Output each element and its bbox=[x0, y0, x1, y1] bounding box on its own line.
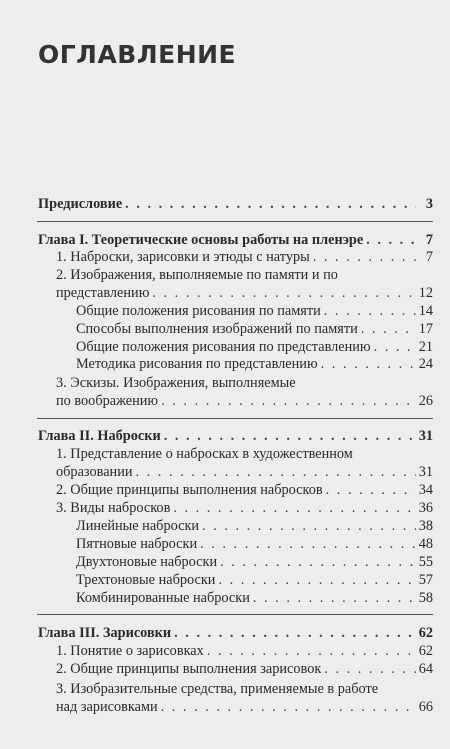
toc-entry-page: 55 bbox=[418, 554, 433, 570]
toc-entry-title-cont: представлению bbox=[56, 285, 150, 301]
divider bbox=[37, 614, 433, 615]
toc-entry-title: 2. Общие принципы выполнения зарисовок bbox=[56, 661, 322, 677]
toc-entry-title: 2. Общие принципы выполнения набросков bbox=[56, 482, 323, 498]
toc-entry-page: 36 bbox=[418, 500, 433, 516]
toc-entry-page: 66 bbox=[418, 699, 433, 715]
toc-entry-title: Предисловие bbox=[38, 196, 123, 212]
toc-entry-title: 1. Наброски, зарисовки и этюды с натуры bbox=[56, 249, 310, 265]
toc-entry-title: 3. Эскизы. Изображения, выполняемые bbox=[56, 375, 296, 391]
toc-entry-page: 7 bbox=[425, 249, 433, 265]
toc-entry-page: 58 bbox=[418, 590, 433, 606]
toc-entry-title: Общие положения рисования по представлению bbox=[76, 339, 371, 355]
divider bbox=[37, 221, 433, 222]
toc-entry-page: 3 bbox=[425, 196, 433, 212]
toc-entry-title: Глава II. Наброски bbox=[38, 428, 161, 444]
toc-entry-title: 1. Представление о набросках в художественном bbox=[56, 446, 353, 462]
toc-entry-title: 1. Понятие о зарисовках bbox=[56, 643, 204, 659]
toc-entry-page: 24 bbox=[418, 356, 433, 372]
toc-entry-page: 48 bbox=[418, 536, 433, 552]
toc-entry-title: Глава III. Зарисовки bbox=[38, 625, 172, 641]
toc-entry-page: 7 bbox=[425, 232, 433, 248]
toc-entry-title: 3. Изобразительные средства, применяемые в работе bbox=[56, 681, 379, 697]
toc-entry-title: Глава I. Теоретические основы работы на пленэре bbox=[38, 232, 364, 248]
toc-entry-page: 21 bbox=[418, 339, 433, 355]
toc-entry-title: Способы выполнения изображений по памяти bbox=[76, 321, 358, 337]
toc-entry-title-cont: по воображению bbox=[56, 393, 159, 409]
toc-entry-page: 12 bbox=[418, 285, 433, 301]
toc-entry-page: 62 bbox=[418, 643, 433, 659]
toc-entry-title-cont: образовании bbox=[56, 464, 133, 480]
toc-entry-page: 34 bbox=[418, 482, 433, 498]
toc-entry-title: 2. Изображения, выполняемые по памяти и по bbox=[56, 267, 338, 283]
toc-entry-page: 31 bbox=[418, 464, 433, 480]
toc-entry-page: 38 bbox=[418, 518, 433, 534]
toc-entry-page: 62 bbox=[418, 625, 433, 641]
toc-entry-page: 31 bbox=[418, 428, 433, 444]
toc-entry-page: 64 bbox=[418, 661, 433, 677]
toc-entry-title: Методика рисования по представлению bbox=[76, 356, 318, 372]
toc-entry-title-cont: над зарисовками bbox=[56, 699, 158, 715]
toc-entry-title: 3. Виды набросков bbox=[56, 500, 171, 516]
toc-entry-title: Комбинированные наброски bbox=[76, 590, 250, 606]
toc-entry-title: Линейные наброски bbox=[76, 518, 200, 534]
toc-entry-page: 57 bbox=[418, 572, 433, 588]
toc-entry-title: Двухтоновые наброски bbox=[76, 554, 218, 570]
toc-entry-title: Общие положения рисования по памяти bbox=[76, 303, 321, 319]
toc-entry-title: Пятновые наброски bbox=[76, 536, 198, 552]
divider bbox=[37, 418, 433, 419]
toc-entry-page: 17 bbox=[418, 321, 433, 337]
toc-entry-page: 26 bbox=[418, 393, 433, 409]
toc-entry-page: 14 bbox=[418, 303, 433, 319]
page-title: ОГЛАВЛЕНИЕ bbox=[38, 40, 237, 69]
toc-entry-title: Трехтоновые наброски bbox=[76, 572, 216, 588]
